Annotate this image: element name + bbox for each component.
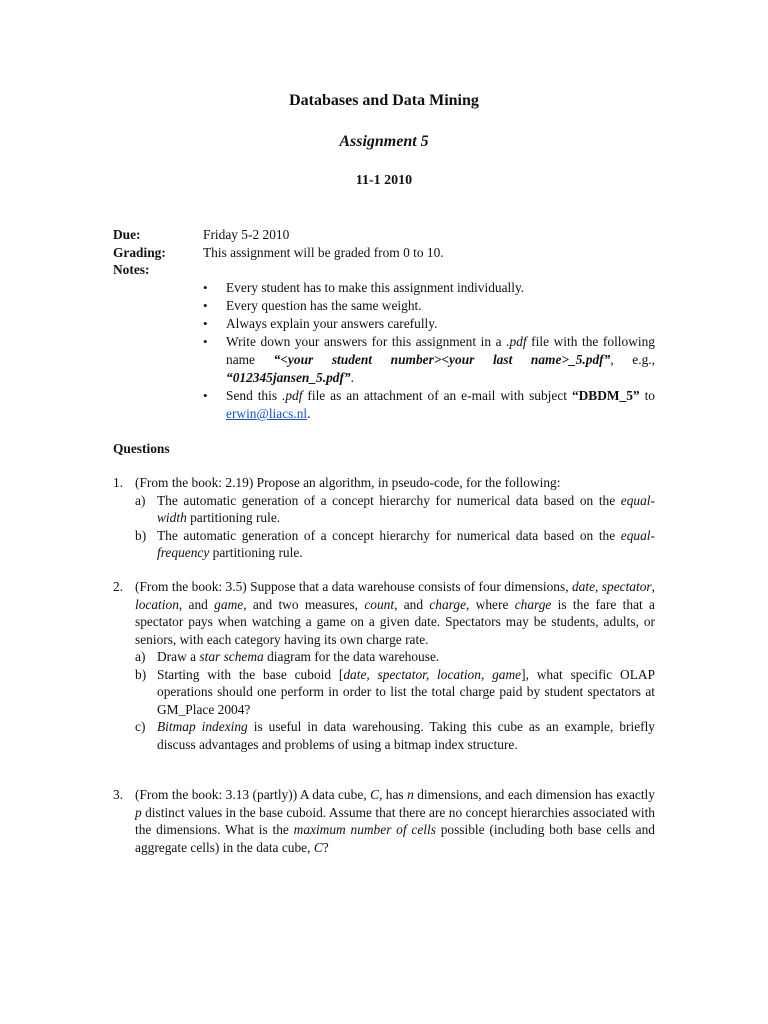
note-text: file as an attachment of an e-mail with subject	[302, 388, 572, 403]
question-3	[113, 786, 655, 856]
question-number: 3.	[113, 787, 124, 802]
subquestion-b: b) Starting with the base cuboid [date, spectator, location, game], what specific OLAP operations should one perform in order to list the total charge paid by student spectators at GM_Place 2004?	[135, 666, 655, 717]
question-text: (From the book: 2.19) Propose an algorithm, in pseudo-code, for the following:	[135, 475, 561, 490]
subquestion-label: a)	[135, 649, 146, 664]
note-text: file with the following name	[226, 334, 655, 367]
notes-row	[113, 261, 658, 279]
email-subject: “DBDM_5”	[571, 388, 640, 403]
assignment-title: Assignment 5	[339, 133, 429, 150]
assignment-meta	[113, 226, 658, 279]
note-text: .	[350, 370, 354, 385]
questions-heading: Questions	[113, 441, 170, 456]
pdf-term: .pdf	[506, 334, 527, 349]
subquestion-text: partitioning rule.	[186, 510, 281, 525]
filename-pattern: “<your student number><your last name>_5.pdf”	[273, 352, 611, 367]
subquestion-label: b)	[135, 666, 147, 682]
question-1	[113, 474, 655, 562]
grading-label: Grading:	[113, 244, 166, 260]
pdf-term: .pdf	[282, 388, 303, 403]
question-text: (From the book: 3.5) Suppose that a data warehouse consists of four dimensions, date, spectator, location, and game, and two measures, count, and charge, where charge is the fare that a spectator pays when watching a game on a given date. Spectators may be students, adults, or seniors, with each category having its own charge rate.	[135, 579, 655, 647]
question-number: 1.	[113, 475, 124, 490]
subquestion-a: a) Draw a star schema diagram for the data warehouse.	[135, 649, 440, 664]
emphasis: equal-width	[157, 492, 655, 525]
note-text: Always explain your answers carefully.	[226, 316, 438, 331]
subquestion-label: a)	[135, 492, 146, 508]
note-item	[203, 279, 655, 297]
subquestion-c: c) Bitmap indexing is useful in data warehousing. Taking this cube as an example, briefly discuss advantages and problems of using a bitmap index structure.	[135, 719, 656, 752]
document-date: 11-1 2010	[355, 173, 413, 188]
subquestion-b	[135, 527, 655, 562]
subquestion-label: c)	[135, 719, 146, 734]
note-text: Every student has to make this assignment individually.	[226, 280, 525, 295]
notes-list	[203, 279, 655, 423]
note-item	[203, 387, 655, 423]
notes-label: Notes:	[113, 262, 150, 277]
subquestion-a	[135, 492, 655, 527]
note-text: Write down your answers for this assignment in a	[226, 334, 507, 349]
note-item	[203, 315, 655, 333]
filename-example: “012345jansen_5.pdf”	[226, 370, 351, 385]
emphasis: equal-frequency	[157, 527, 655, 560]
due-label: Due:	[113, 227, 141, 242]
due-row	[113, 226, 658, 244]
subquestion-text: The automatic generation of a concept hierarchy for numerical data based on the	[157, 527, 621, 543]
grading-value: This assignment will be graded from 0 to 10.	[203, 244, 444, 260]
subquestion-label: b)	[135, 527, 147, 543]
question-number: 2.	[113, 579, 124, 594]
note-item	[203, 297, 655, 315]
subquestion-text: The automatic generation of a concept hierarchy for numerical data based on the	[157, 492, 621, 508]
email-link[interactable]: erwin@liacs.nl	[226, 406, 308, 421]
subquestion-text: partitioning rule.	[209, 545, 303, 560]
question-2	[113, 578, 655, 753]
note-text: to	[639, 388, 655, 403]
document-title: Databases and Data Mining	[289, 92, 479, 109]
grading-row	[113, 244, 658, 262]
note-item	[203, 333, 655, 387]
note-text: , e.g.,	[610, 352, 655, 367]
note-text: Send this	[226, 388, 282, 403]
question-text: (From the book: 3.13 (partly)) A data cube, C, has n dimensions, and each dimension has exactly p distinct values in the base cuboid. Assume that there are no concept hierarchies associated with the dimensions. What is the maximum number of cells possible (including both base cells and aggregate cells) in the data cube, C?	[135, 787, 655, 855]
due-value: Friday 5-2 2010	[203, 227, 290, 242]
note-text: .	[307, 406, 311, 421]
note-text: Every question has the same weight.	[226, 298, 422, 313]
